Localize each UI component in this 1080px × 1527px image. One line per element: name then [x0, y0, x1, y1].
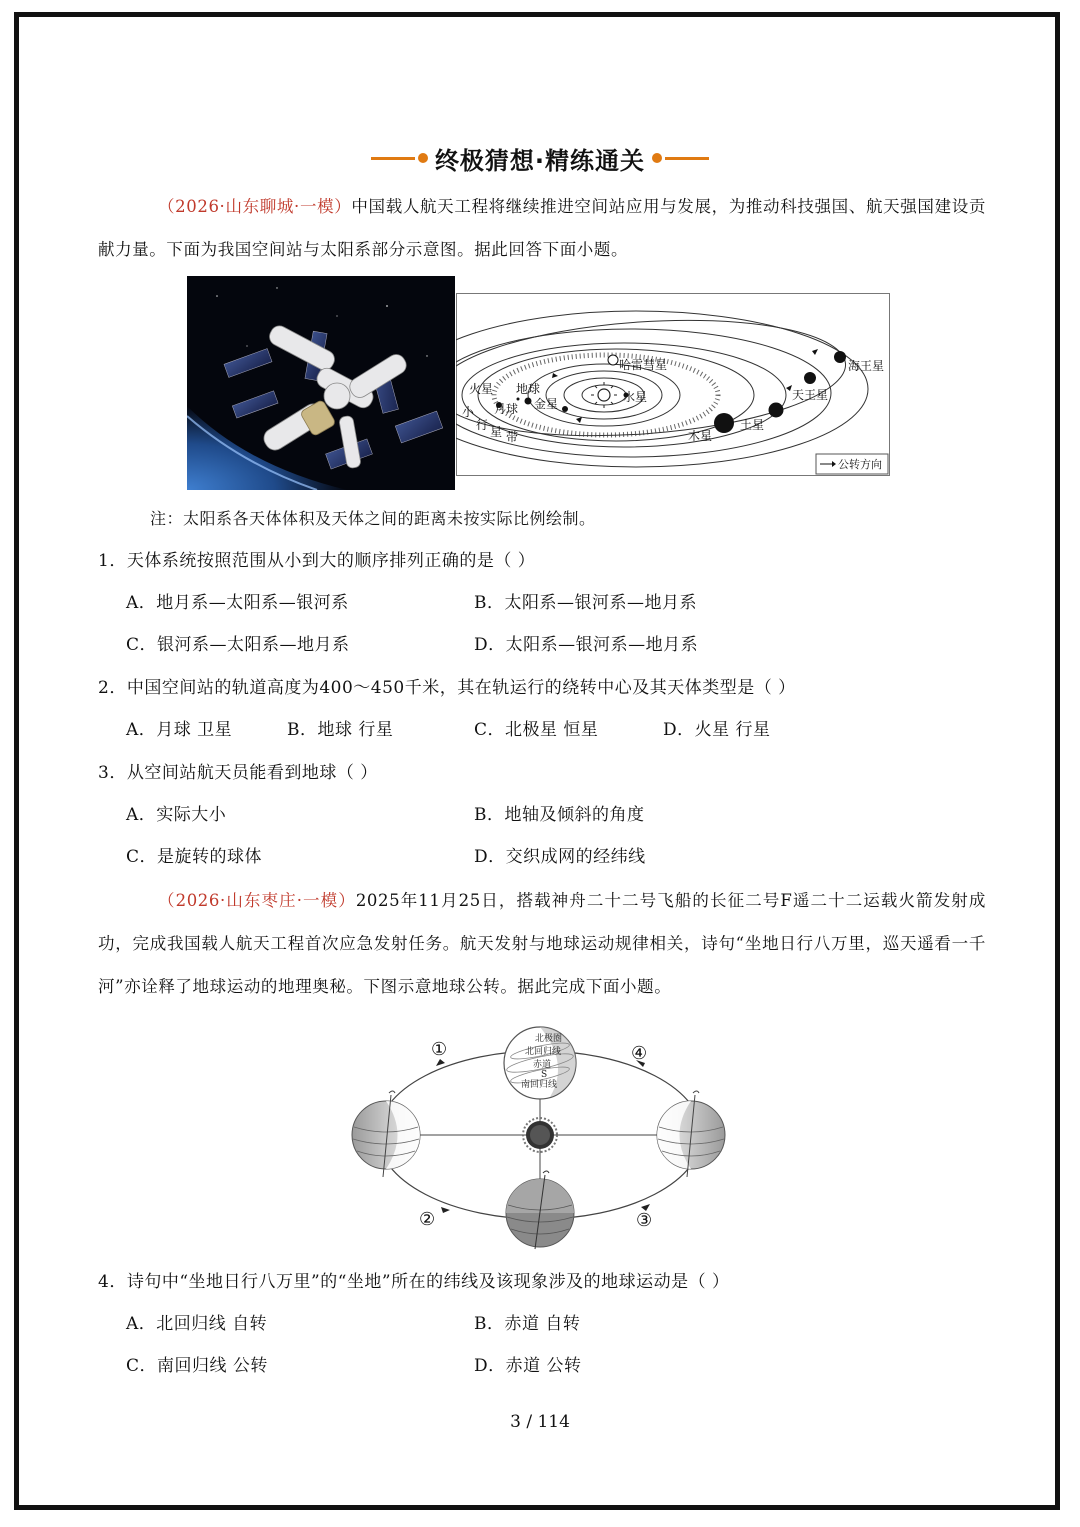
globe-label-cancer: 北回归线 [525, 1047, 562, 1057]
legend-label: 公转方向 [838, 458, 882, 471]
header-line-left [371, 157, 415, 160]
question-4-stem: 4．诗句中“坐地日行八万里”的“坐地”所在的纬线及该现象涉及的地球运动是（ ） [98, 1272, 730, 1292]
globe-bottom [506, 1171, 574, 1249]
earth-dot [525, 398, 532, 405]
question-1-stem: 1．天体系统按照范围从小到大的顺序排列正确的是（ ） [98, 551, 536, 571]
section1-source: （2026·山东聊城·一模） [158, 197, 352, 216]
label-earth: 地球 [516, 382, 541, 396]
question-2-option-c[interactable]: C．北极星 恒星 [474, 720, 599, 740]
label-asteroid-1: 小 [462, 405, 475, 419]
moon-dot [517, 398, 520, 401]
header-dot-left [418, 153, 428, 163]
question-3-option-b[interactable]: B．地轴及倾斜的角度 [474, 805, 645, 825]
section1-intro [98, 185, 986, 271]
question-2-option-a[interactable]: A．月球 卫星 [126, 720, 233, 740]
section2-text: 2025年11月25日，搭载神舟二十二号飞船的长征二号F遥二十二运载火箭发射成功，完成我国载人航天工程首次应急发射任务。航天发射与地球运动规律相关，诗句“坐地日行八万里，巡天遥看一千河”亦诠释了地球运动的地理奥秘。下图示意地球公转。据此完成下面小题。 [98, 891, 986, 996]
label-comet: 哈雷彗星 [619, 358, 668, 372]
label-moon: 月球 [494, 402, 519, 416]
globe-label-capricorn: 南回归线 [521, 1080, 558, 1090]
question-3-option-d[interactable]: D．交织成网的经纬线 [474, 847, 646, 867]
globe-label-arctic: 北极圈 [535, 1034, 563, 1044]
question-2-option-d[interactable]: D．火星 行星 [663, 720, 771, 740]
section2-intro [98, 879, 986, 1008]
label-jupiter: 木星 [688, 429, 713, 443]
marker-1: ① [431, 1039, 448, 1060]
label-asteroid-4: 带 [506, 430, 519, 444]
question-2-option-b[interactable]: B．地球 行星 [287, 720, 394, 740]
question-1-option-d[interactable]: D．太阳系—银河系—地月系 [474, 635, 699, 655]
marker-4: ④ [631, 1043, 648, 1064]
venus-dot [562, 406, 568, 412]
globe-left [352, 1091, 420, 1177]
label-mars: 火星 [469, 382, 494, 396]
globe-label-s: S [541, 1070, 548, 1080]
question-3-option-c[interactable]: C．是旋转的球体 [126, 847, 263, 867]
header-line-right [665, 157, 709, 160]
label-saturn: 土星 [740, 418, 765, 432]
neptune-dot [834, 351, 846, 363]
label-mercury: 水星 [623, 390, 648, 404]
space-station-image [187, 276, 455, 490]
question-4-option-a[interactable]: A．北回归线 自转 [126, 1314, 268, 1334]
marker-3: ③ [636, 1210, 653, 1231]
figure-note: 注：太阳系各天体体积及天体之间的距离未按实际比例绘制。 [150, 509, 596, 528]
label-asteroid-3: 星 [490, 425, 503, 439]
marker-2: ② [419, 1209, 436, 1230]
question-4-option-c[interactable]: C．南回归线 公转 [126, 1356, 268, 1376]
question-3-option-a[interactable]: A．实际大小 [126, 805, 227, 825]
question-1-option-c[interactable]: C．银河系—太阳系—地月系 [126, 635, 350, 655]
globe-label-equator: 赤道 [533, 1060, 552, 1070]
header-dot-right [652, 153, 662, 163]
question-4-option-d[interactable]: D．赤道 公转 [474, 1356, 582, 1376]
label-asteroid-2: 行 [476, 418, 489, 432]
question-4-option-b[interactable]: B．赤道 自转 [474, 1314, 581, 1334]
legend [816, 454, 888, 474]
page-number: 3 / 114 [510, 1412, 570, 1432]
section2-source: （2026·山东枣庄·一模） [158, 891, 356, 910]
header-title: 终极猜想·精练通关 [434, 146, 646, 175]
label-venus: 金星 [534, 397, 559, 411]
label-neptune: 海王星 [848, 359, 885, 373]
saturn-dot [769, 403, 784, 418]
question-2-stem: 2．中国空间站的轨道高度为400～450千米，其在轨运行的绕转中心及其天体类型是（ ） [98, 678, 796, 698]
solar-system-diagram [456, 293, 890, 476]
uranus-dot [804, 372, 816, 384]
section1-text: 中国载人航天工程将继续推进空间站应用与发展，为推动科技强国、航天强国建设贡献力量。下面为我国空间站与太阳系部分示意图。据此回答下面小题。 [98, 197, 986, 259]
section-header [0, 140, 1080, 176]
question-1-option-b[interactable]: B．太阳系—银河系—地月系 [474, 593, 697, 613]
comet-dot [608, 355, 618, 365]
globe-right [657, 1091, 725, 1177]
sun-icon [523, 1118, 557, 1152]
jupiter-dot [714, 413, 734, 433]
question-1-option-a[interactable]: A．地月系—太阳系—银河系 [126, 593, 349, 613]
question-3-stem: 3．从空间站航天员能看到地球（ ） [98, 763, 378, 783]
earth-revolution-diagram [345, 1023, 735, 1253]
globe-top [504, 1027, 576, 1099]
label-uranus: 天王星 [792, 388, 829, 402]
